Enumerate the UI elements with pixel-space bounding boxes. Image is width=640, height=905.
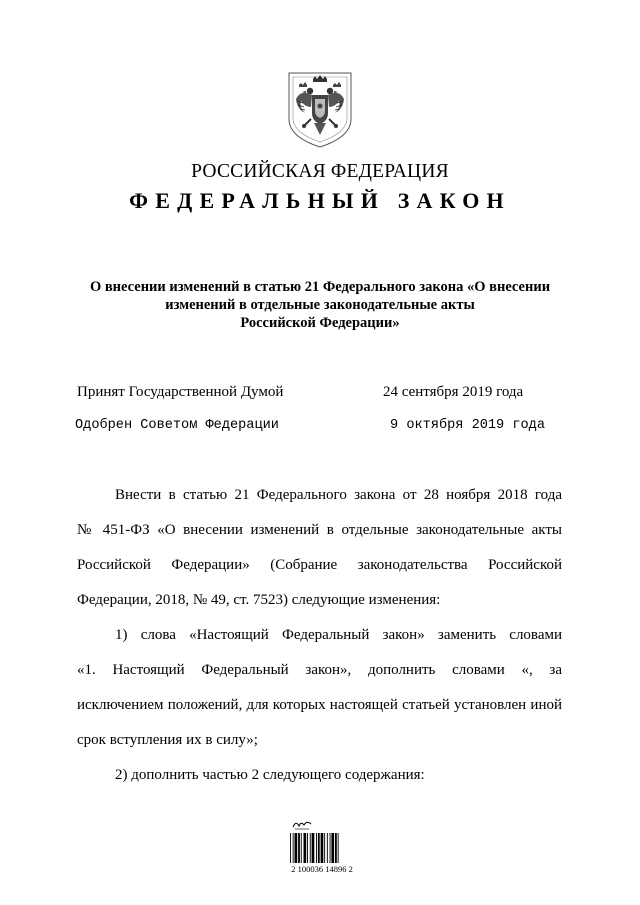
duma-adoption-date: 24 сентября 2019 года [383, 384, 524, 400]
law-title-line: изменений в отдельные законодательные акты [165, 297, 475, 313]
coat-of-arms-emblem [285, 69, 355, 149]
body-line: срок вступления их в силу»; [77, 732, 258, 748]
body-line: Российской Федерации» (Собрание законодательства Российской [77, 557, 562, 573]
law-title-line: О внесении изменений в статью 21 Федерального закона «О внесении [89, 279, 551, 295]
barcode-block [282, 818, 362, 882]
signature-mark-icon [292, 818, 312, 830]
law-title-line: Российской Федерации» [240, 315, 400, 331]
law-type-heading: ФЕДЕРАЛЬНЫЙ ЗАКОН [129, 188, 511, 213]
body-line: Федерации, 2018, № 49, ст. 7523) следующие изменения: [77, 592, 441, 608]
council-approval-label: Одобрен Советом Федерации [75, 418, 279, 433]
barcode-number: 2 100036 14896 2 [291, 864, 353, 874]
barcode-icon [290, 833, 354, 863]
country-heading: РОССИЙСКАЯ ФЕДЕРАЦИЯ [191, 161, 449, 182]
body-line: исключением положений, для которых настоящей статьей установлен иной [77, 697, 562, 713]
duma-adoption-label: Принят Государственной Думой [77, 384, 284, 400]
body-line: «1. Настоящий Федеральный закон», дополнить словами «, за [77, 662, 562, 678]
body-line: Внести в статью 21 Федерального закона от 28 ноября 2018 года [115, 487, 562, 503]
council-approval-date: 9 октября 2019 года [390, 418, 545, 433]
body-line: 2) дополнить частью 2 следующего содержания: [115, 767, 425, 783]
law-title [60, 278, 580, 332]
body-line: 1) слова «Настоящий Федеральный закон» заменить словами [115, 627, 562, 643]
body-line: № 451-ФЗ «О внесении изменений в отдельные законодательные акты [77, 522, 562, 538]
